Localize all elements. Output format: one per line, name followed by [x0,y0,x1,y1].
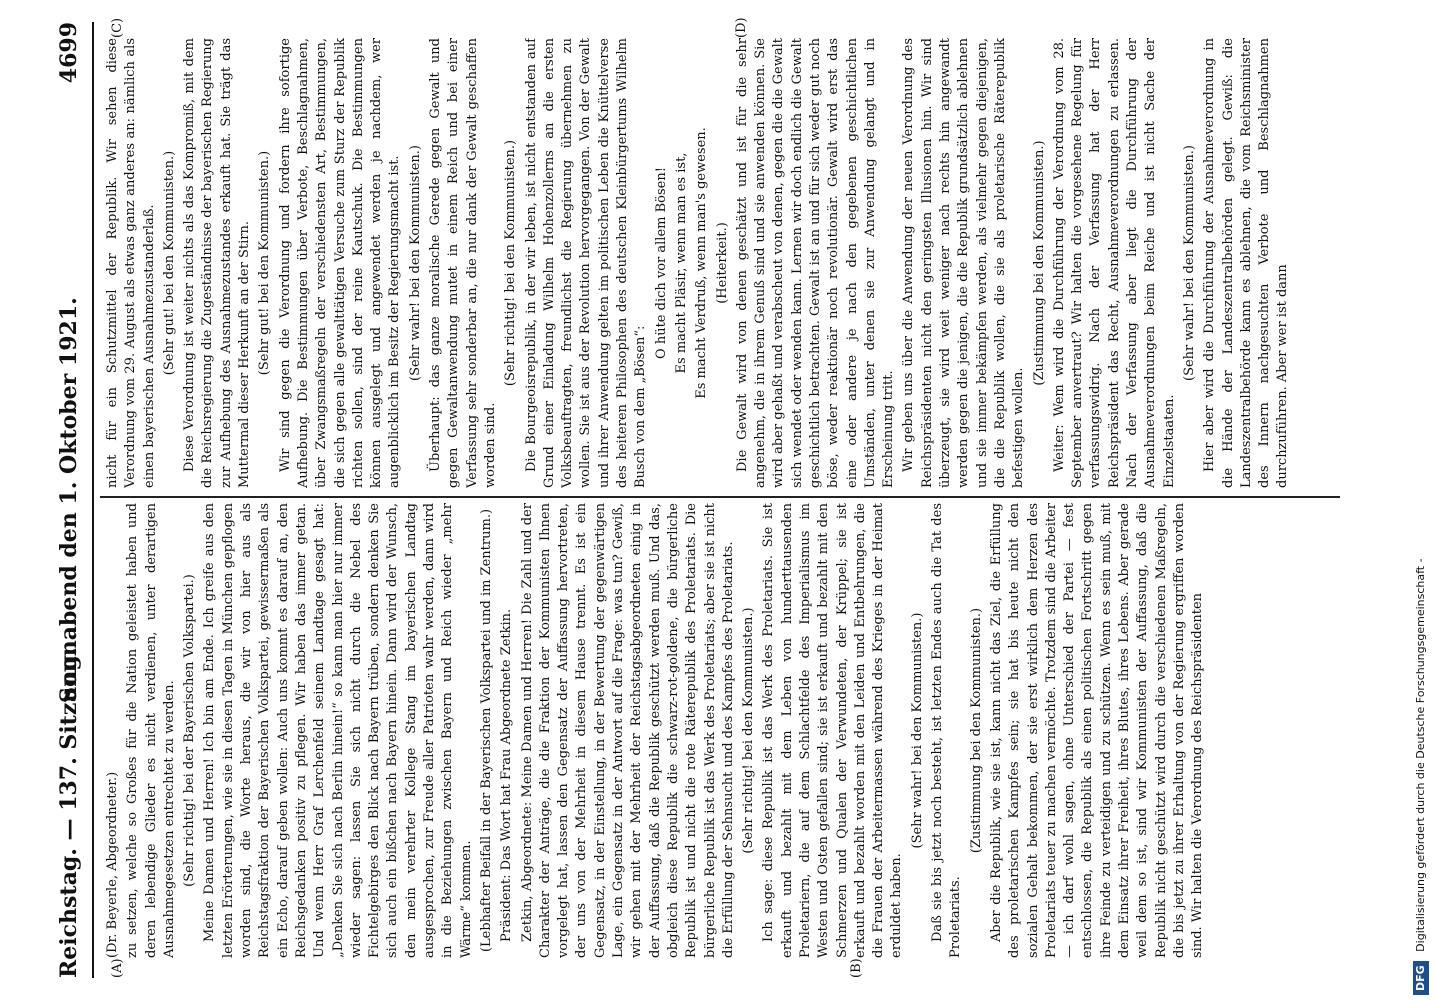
interjection-line: (Sehr wahr! bei den Kommunisten.) [909,612,925,849]
paragraph: Diese Verordnung ist weiter nichts als das Kompromiß, mit dem die Reichsregierung die Zugeständnisse der bayerischen Regierung zur Aufhebung des Ausnahmezustandes erkauft hat. Sie trägt das Muttermal dieser Herkunft an der Stirn. [182,38,253,488]
interjection-line: (Heiterkeit.) [714,222,730,304]
paragraph: Die Gewalt wird von denen geschätzt und ist für die sehr angenehm, die in ihrem Genuß sind und sie anwenden können. Sie wird aber gehaßt und verabscheut von denen, gegen die die Gewalt sich wendet oder wenden kann. Lernen wir doch endlich die Gewalt geschichtlich betrachten. Gewalt ist an und für sich weder gut noch böse, weder reaktionär noch revolutionär. Gewalt wird erst das eine oder andere je nach den gegebenen geschichtlichen Umständen, unter denen sie zur Anwendung gelangt und in Erscheinung tritt. [734,38,897,488]
page-header [44,22,94,978]
paragraph: zu setzen, welche so Großes für die Nation geleistet haben und deren lebendige Glieder es nicht verdienen, unter derartigen Ausnahmegesetzen entrechtet zu werden. [125,503,177,958]
interjection-line: (Sehr wahr! bei den Kommunisten.) [1181,145,1197,381]
paragraph: (Dr. Beyerle, Abgeordneter.) [105,771,120,958]
paragraph: nicht für ein Schutzmittel der Republik. Wir sehen diese Verordnung vom 29. August als etwas ganz anderes an: nämlich als einen bayerischen Ausnahmezustanderlaß. [105,38,157,488]
interjection-line: (Zustimmung bei den Kommunisten.) [1031,140,1047,386]
left-text-column [104,503,1339,958]
paragraph: Ich sage: diese Republik ist das Werk des Proletariats. Sie ist erkauft und bezahlt mit dem Leben von hunderttausenden Proletariern, die auf dem Schlachtfelde des Imperialismus im Westen und Osten gefallen sind; sie ist erkauft und bezahlt mit den Schmerzen und Qualen der Verwundeten, der Krüppel; sie ist erkauft und bezahlt worden mit den Leiden und Entbehrungen, die die Frauen der Arbeitermassen während des Krieges in der Heimat erduldet haben. [761,503,905,958]
right-text-column [104,38,1339,488]
header-page-number: 4699 [56,22,82,84]
dfg-logo: DFG [1413,961,1429,995]
interjection-line: (Sehr gut! bei den Kommunisten.) [257,150,273,376]
interjection-line: (Sehr wahr! bei den Kommunisten.) [407,145,423,381]
interjection-line: Es macht Verdruß, wenn man's gewesen. [694,127,710,399]
header-session: Reichstag. — 137. Sitzung. [56,647,82,978]
paragraph: Aber die Republik, wie sie ist, kann nicht das Ziel, die Erfüllung des proletarischen Kampfes sein; sie hat bis heute nicht den sozialen Gehalt bekommen, der sie erst wirklich dem Herzen des Proletariats teuer zu machen vermöchte. Trotzdem sind die Arbeiter — ich darf wohl sagen, ohne Unterschied der Partei — fest entschlossen, die Republik als einen politischen Fortschritt gegen ihre Feinde zu verteidigen und zu schützen. Wenn es sein muß, mit dem Einsatz ihrer Freiheit, ihres Blutes, ihres Lebens. Aber gerade weil dem so ist, sind wir Kommunisten der Auffassung, daß die Republik nicht geschützt wird durch die verschiedenen Maßregeln, die bis jetzt zu ihrer Erhaltung von der Regierung ergriffen worden sind. Wir halten die Verordnung des Reichspräsidenten [988,503,1206,958]
digitization-credit-bar [1400,0,1434,1000]
interjection-line: Es macht Pläsir, wenn man es ist, [673,152,689,374]
interjection-line: O hüte dich vor allem Bösen! [653,167,669,359]
paragraph: Zetkin, Abgeordnete: Meine Damen und Herren! Die Zahl und der Charakter der Anträge, die die Fraktion der Kommunisten Ihnen vorgelegt hat, lassen den Gegensatz der Auffassung hervortreten, der uns von der Mehrheit in diesem Hause trennt. Es ist ein Gegensatz, in der Einstellung, in der Bewertung der gegenwärtigen Lage, ein Gegensatz in der Antwort auf die Frage: was tun? Gewiß, wir gehen mit der Mehrheit der Reichstagsabgeordneten einig in der Auffassung, daß die Republik geschützt werden muß. Und das, obgleich diese Republik die schwarz-rot-goldene, die bürgerliche Republik ist und nicht die rote Räterepublik des Proletariats. Die bürgerliche Republik ist das Werk des Proletariats; aber sie ist nicht die Erfüllung der Sehnsucht und des Kampfes des Proletariats. [519,503,736,958]
interjection-line: (Sehr richtig! bei der Bayerischen Volkspartei.) [182,574,198,887]
header-date: Sonnabend den 1. Oktober 1921. [56,297,82,703]
interjection-line: (Sehr richtig! bei den Kommunisten.) [503,139,519,387]
paragraph: Hier aber wird die Durchführung der Ausnahmeverordnung in die Hände der Landeszentralbehörden gelegt. Gewiß: die Landeszentralbehörde kann es ablehnen, die vom Reichsminister des Innern nachgesuchten Verbote und Beschlagnahmen durchzuführen. Aber wer ist dann [1202,38,1291,488]
paragraph: Daß sie bis jetzt noch besteht, ist letzten Endes auch die Tat des Proletariats. [930,503,964,958]
paragraph: Überhaupt: das ganze moralische Gerede gegen Gewalt und gegen Gewaltanwendung mutet in einem Reich und bei einer Verfassung sehr sonderbar an, die nur dank der Gewalt geschaffen worden sind. [428,38,498,488]
interjection-line: (Sehr gut! bei den Kommunisten.) [161,150,177,376]
margin-marker-a: (A) [110,958,125,978]
column-divider [100,496,1340,498]
paragraph: Wir sind gegen die Verordnung und fordern ihre sofortige Aufhebung. Die Bestimmungen über Verbote, Beschlagnahmen, über Zwangsmaßregeln der verschiedensten Art, Bestimmungen, die sich gegen alle gewalttätigen Versuche zum Sturz der Republik richten sollen, sind der reine Kautschuk. Die Bestimmungen können ausgelegt und angewendet werden je nachdem, wer augenblicklich im Besitz der Regierungsmacht ist. [277,38,403,488]
paragraph: Präsident: Das Wort hat Frau Abgeordnete Zetkin. [499,608,515,942]
margin-marker-c: (C) [110,17,125,38]
paragraph: Wir geben uns über die Anwendung der neuen Verordnung des Reichspräsidenten nicht den geringsten Illusionen hin. Wir sind überzeugt, sie wird weit weniger nach rechts hin angewandt werden gegen die jenigen, die die Republik grundsätzlich ablehnen und sie immer bekämpfen werden, als vielmehr gegen diejenigen, die die Republik wollen, die sie als proletarische Räterepublik befestigen wollen. [901,38,1027,488]
paragraph: Die Bourgeoisrepublik, in der wir leben, ist nicht entstanden auf Grund einer Einladung Wilhelm Hohenzollerns an die ersten Volksbeauftragten, freundlichst die Regierung übernehmen zu wollen. Sie ist aus der Revolution hervorgegangen. Von der Gewalt und ihrer Anwendung gelten im politischen Leben die Knüttelverse des heiteren Philosophen des deutschen Kleinbürgertums Wilhelm Busch von dem „Bösen“: [523,38,649,488]
interjection-line: (Sehr richtig! bei den Kommunisten.) [741,607,757,854]
digitization-credit-text: Digitalisierung gefördert durch die Deutsche Forschungsgemeinschaft - [1414,558,1427,952]
paragraph: Weiter: Wem wird die Durchführung der Verordnung vom 28. September anvertraut? Wir halten die vorgesehene Regelung für verfassungswidrig. Nach der Verfassung hat der Herr Reichspräsident das Recht, Ausnahmeverordnungen zu erlassen. Nach der Verfassung aber liegt die Durchführung der Ausnahmeverordnungen beim Reiche und ist nicht Sache der Einzelstaaten. [1051,38,1177,488]
interjection-line: (Lebhafter Beifall in der Bayerischen Volkspartei und im Zentrum.) [478,508,494,953]
document-page [44,17,1349,978]
paragraph: Meine Damen und Herren! Ich bin am Ende. Ich greife aus den letzten Erörterungen, wie sie in diesen Tagen in München gepflogen worden sind, die Worte heraus, die wir von hier aus als Reichstagsfraktion der Bayerischen Volkspartei, gewissermaßen als ein Echo, darauf geben wollen: Auch uns kommt es darauf an, den Reichsgedanken positiv zu pflegen. Wir haben das immer getan. Und wenn Herr Graf Lerchenfeld seinem Landtage gesagt hat: „Denken Sie sich nach Berlin hinein!“ so kann man hier nur immer wieder sagen: lassen Sie sich nicht durch die Nebel des Fichtelgebirges den Blick nach Bayern trüben, sondern denken Sie sich auch ein bißchen nach Bayern hinein. Dann wird der Wunsch, den mein verehrter Kollege Stang im bayerischen Landtag ausgesprochen, zur Freude aller Patrioten wahr werden, dann wird in die Beziehungen zwischen Bayern und Reich wieder „mehr Wärme“ kommen. [202,503,474,958]
margin-marker-b: (B) [849,958,864,978]
margin-marker-d: (D) [734,17,749,38]
interjection-line: (Zustimmung bei den Kommunisten.) [968,607,984,854]
